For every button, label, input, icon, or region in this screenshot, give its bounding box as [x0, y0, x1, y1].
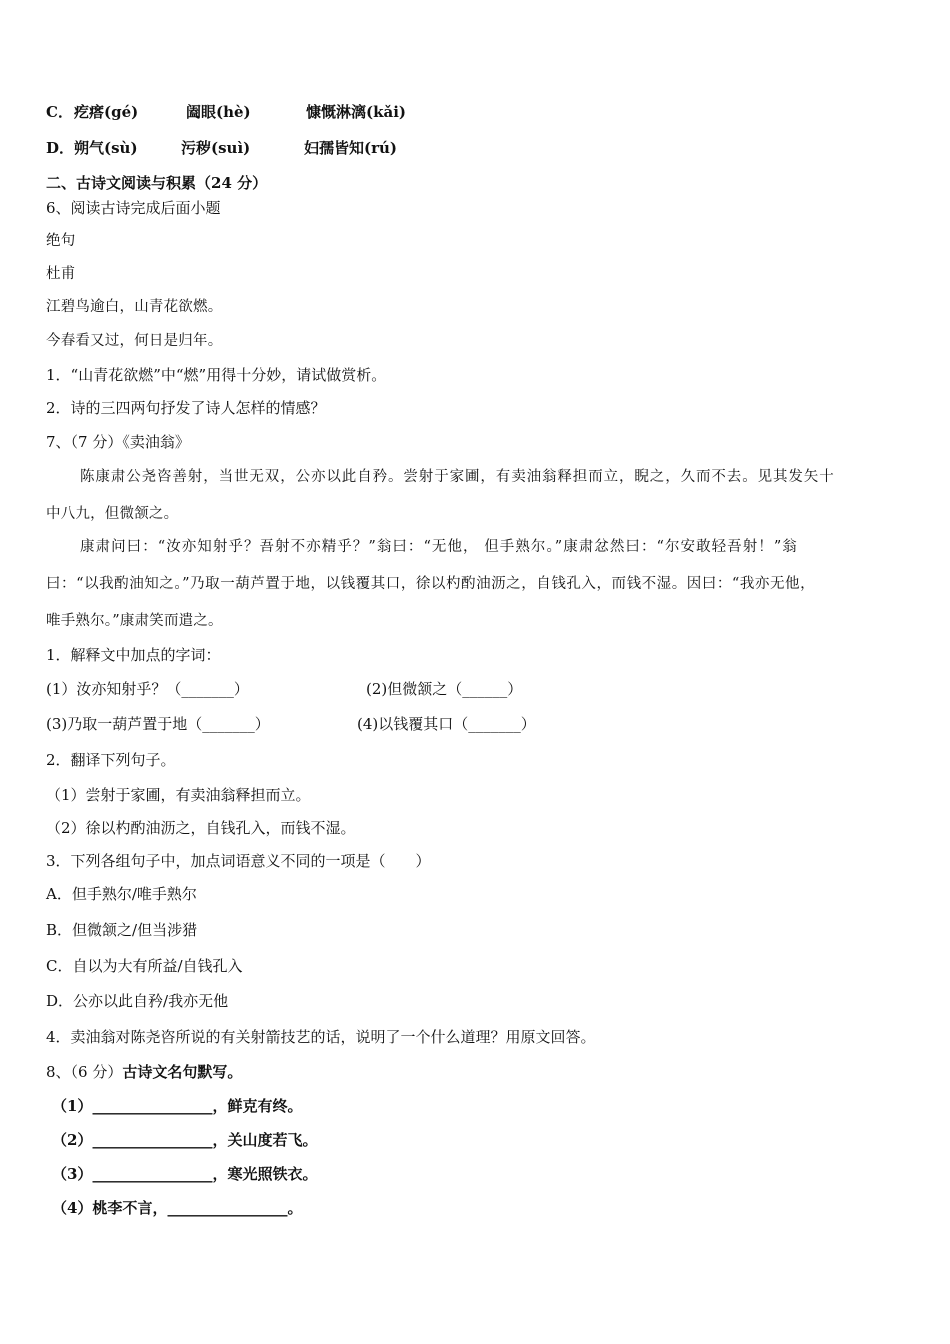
- passage-p2-line3: 唯手熟尔。”康肃笑而遣之。: [46, 613, 223, 629]
- q8-line-2-text: ，关山度若飞。: [212, 1131, 318, 1149]
- choice-d-word1: 朔气(sù): [74, 139, 138, 157]
- q8-line-4: [52, 1198, 302, 1218]
- q8-prompt-text: 古诗文名句默写。: [122, 1063, 243, 1081]
- q8-line-3: [52, 1164, 317, 1184]
- poem-author: 杜甫: [46, 266, 76, 282]
- q7-prompt: 7、（7 分）《卖油翁》: [46, 433, 190, 451]
- poem-title: 绝句: [46, 233, 76, 249]
- q7-sub4: 4．卖油翁对陈尧咨所说的有关射箭技艺的话，说明了一个什么道理？用原文回答。: [46, 1028, 596, 1046]
- q7-sub1: 1．解释文中加点的字词：: [46, 646, 221, 664]
- q8-line-2-blank[interactable]: ________________: [92, 1131, 213, 1149]
- section-title: 二、古诗文阅读与积累（24 分）: [46, 174, 268, 192]
- poem-line-2: 今春看又过，何日是归年。: [46, 333, 223, 349]
- q8-line-1-blank[interactable]: ________________: [92, 1097, 213, 1115]
- q8-line-3-num: （3）: [52, 1165, 93, 1183]
- q7-item1: (1）汝亦知射乎？（_______）: [46, 680, 249, 698]
- q6-prompt: 6、阅读古诗完成后面小题: [46, 199, 221, 217]
- q8-prompt: [46, 1062, 242, 1082]
- q7-option-b: B．但微颔之/但当涉猎: [46, 921, 198, 939]
- q8-line-1: [52, 1096, 302, 1116]
- choice-d-word2: 污秽(suì): [181, 139, 251, 157]
- poem-line-1: 江碧鸟逾白，山青花欲燃。: [46, 299, 223, 315]
- q8-prompt-num: 8、（6 分）: [46, 1063, 123, 1081]
- q6-sub2: 2．诗的三四两句抒发了诗人怎样的情感？: [46, 399, 326, 417]
- q7-option-a: A．但手熟尔/唯手熟尔: [46, 885, 197, 903]
- q7-item3: (3)乃取一葫芦置于地（_______）: [46, 715, 270, 733]
- q7-option-c: C．自以为大有所益/自钱孔入: [46, 957, 243, 975]
- q7-sub2: 2．翻译下列句子。: [46, 751, 176, 769]
- passage-p1-line1: 陈康肃公尧咨善射，当世无双，公亦以此自矜。尝射于家圃，有卖油翁释担而立，睨之，久而不去。见其发矢十: [80, 469, 835, 485]
- q8-line-2-num: （2）: [52, 1131, 93, 1149]
- q8-line-4-end: 。: [287, 1199, 303, 1217]
- q8-line-1-text: ，鲜克有终。: [212, 1097, 303, 1115]
- q8-line-2: [52, 1130, 317, 1150]
- q7-trans2: （2）徐以杓酌油沥之，自钱孔入，而钱不湿。: [46, 819, 356, 837]
- q7-option-d: D．公亦以此自矜/我亦无他: [46, 992, 229, 1010]
- choice-c-word1: 疙瘩(gé): [74, 103, 139, 121]
- q7-item4: (4)以钱覆其口（_______）: [357, 715, 536, 733]
- q7-sub3: 3．下列各组句子中，加点词语意义不同的一项是（ ）: [46, 852, 431, 870]
- q8-line-3-blank[interactable]: ________________: [92, 1165, 213, 1183]
- choice-c-word2: 阖眼(hè): [186, 103, 251, 121]
- choice-c-word3: 慷慨淋漓(kǎi): [306, 103, 407, 121]
- passage-p2-line2: 曰：“以我酌油知之。”乃取一葫芦置于地，以钱覆其口，徐以杓酌油沥之，自钱孔入，而钱不湿。因曰：“我亦无他，: [46, 576, 816, 592]
- choice-d-word3: 妇孺皆知(rú): [304, 139, 398, 157]
- choice-d-label: D．: [46, 139, 75, 157]
- choice-c-label: C．: [46, 103, 73, 121]
- q8-line-1-num: （1）: [52, 1097, 93, 1115]
- passage-p2-line1: 康肃问曰：“汝亦知射乎？吾射不亦精乎？”翁曰：“无他， 但手熟尔。”康肃忿然曰：“尔安敢轻吾射！”翁: [80, 539, 798, 555]
- passage-p1-line2: 中八九，但微颔之。: [46, 506, 179, 522]
- q7-trans1: （1）尝射于家圃，有卖油翁释担而立。: [46, 786, 311, 804]
- q6-sub1: 1．“山青花欲燃”中“燃”用得十分妙，请试做赏析。: [46, 366, 387, 384]
- q7-item2: (2)但微颔之（______）: [366, 680, 523, 698]
- q8-line-4-text: （4）桃李不言，: [52, 1199, 168, 1217]
- choice-c: [46, 102, 73, 122]
- q8-line-4-blank[interactable]: ________________: [167, 1199, 288, 1217]
- choice-d: [46, 138, 74, 158]
- q8-line-3-text: ，寒光照铁衣。: [212, 1165, 318, 1183]
